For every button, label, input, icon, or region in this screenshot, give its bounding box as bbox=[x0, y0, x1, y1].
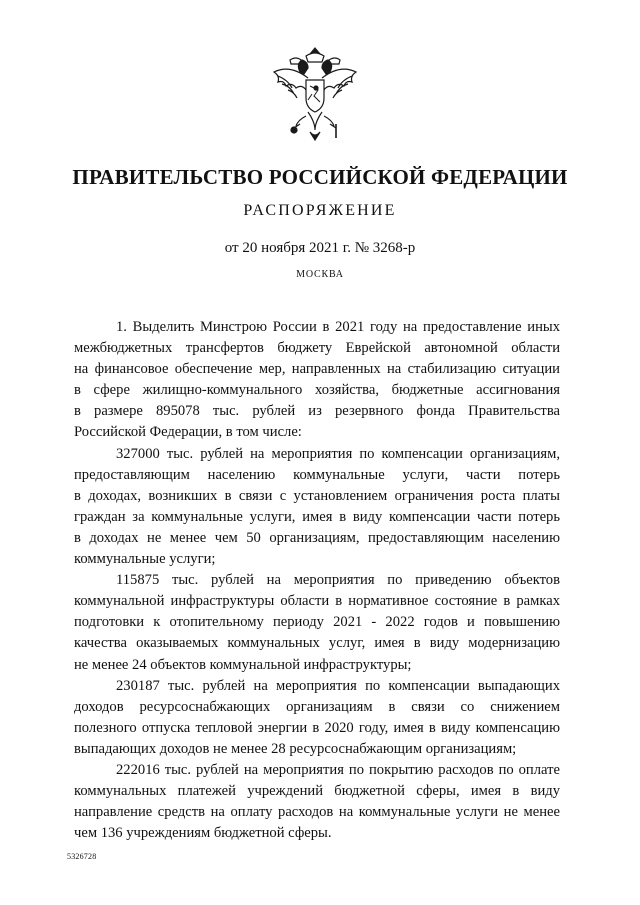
body-line: чем 136 учреждениям бюджетной сферы. bbox=[74, 825, 332, 842]
body-line: подготовки к отопительному периоду 2021 - 2022 годов и повышению bbox=[74, 614, 560, 631]
body-line: выпадающих доходов не менее 28 ресурсоснабжающим организациям; bbox=[74, 740, 517, 757]
body-line: межбюджетных трансфертов бюджету Еврейской автономной области bbox=[74, 340, 560, 357]
body-line: направление средств на оплату расходов на коммунальные услуги не менее bbox=[74, 804, 560, 821]
document-type: РАСПОРЯЖЕНИЕ bbox=[243, 202, 397, 219]
body-line: доходов ресурсоснабжающих организациям в связи со снижением bbox=[74, 698, 560, 715]
body-line: 222016 тыс. рублей на мероприятия по покрытию расходов по оплате bbox=[116, 761, 560, 778]
body-line: 230187 тыс. рублей на мероприятия по компенсации выпадающих bbox=[116, 677, 560, 694]
body-line: предоставляющим населению коммунальные услуги, части потерь bbox=[74, 466, 560, 483]
body-line: коммунальной инфраструктуры области в нормативное состояние в рамках bbox=[74, 593, 560, 610]
body-line: на финансовое обеспечение мер, направленных на стабилизацию ситуации bbox=[74, 361, 560, 378]
body-line: в доходах не менее чем 50 организациям, предоставляющим населению bbox=[74, 529, 560, 546]
body-line: коммунальные услуги; bbox=[74, 551, 216, 568]
body-line: в доходах, возникших в связи с установлением ограничения роста платы bbox=[74, 487, 560, 504]
document-code: 5326728 bbox=[67, 852, 97, 861]
government-title: ПРАВИТЕЛЬСТВО РОССИЙСКОЙ ФЕДЕРАЦИИ bbox=[72, 165, 568, 189]
body-line: 327000 тыс. рублей на мероприятия по компенсации организациям, bbox=[116, 445, 560, 462]
body-line: 1. Выделить Минстрою России в 2021 году на предоставление иных bbox=[116, 319, 560, 335]
document-body bbox=[74, 317, 560, 844]
document-date-number: от 20 ноября 2021 г. № 3268-р bbox=[224, 240, 416, 256]
document-city: МОСКВА bbox=[296, 269, 344, 280]
body-line: полезного отпуска тепловой энергии в 2020 году, имея в виду компенсацию bbox=[74, 719, 560, 736]
body-line: Российской Федерации, в том числе: bbox=[74, 424, 302, 441]
body-line: граждан за коммунальные услуги, имея в виду компенсации части потерь bbox=[74, 508, 560, 525]
body-line: 115875 тыс. рублей на мероприятия по приведению объектов bbox=[116, 572, 560, 589]
body-line: качества оказываемых коммунальных услуг, имея в виду модернизацию bbox=[74, 635, 560, 652]
body-line: в размере 895078 тыс. рублей из резервного фонда Правительства bbox=[74, 403, 560, 420]
russian-coat-of-arms-icon bbox=[270, 46, 360, 142]
body-line: коммунальных платежей учреждений бюджетной сферы, имея в виду bbox=[74, 783, 560, 800]
body-line: не менее 24 объектов коммунальной инфраструктуры; bbox=[74, 656, 412, 673]
body-line: в сфере жилищно-коммунального хозяйства, бюджетные ассигнования bbox=[74, 382, 560, 399]
